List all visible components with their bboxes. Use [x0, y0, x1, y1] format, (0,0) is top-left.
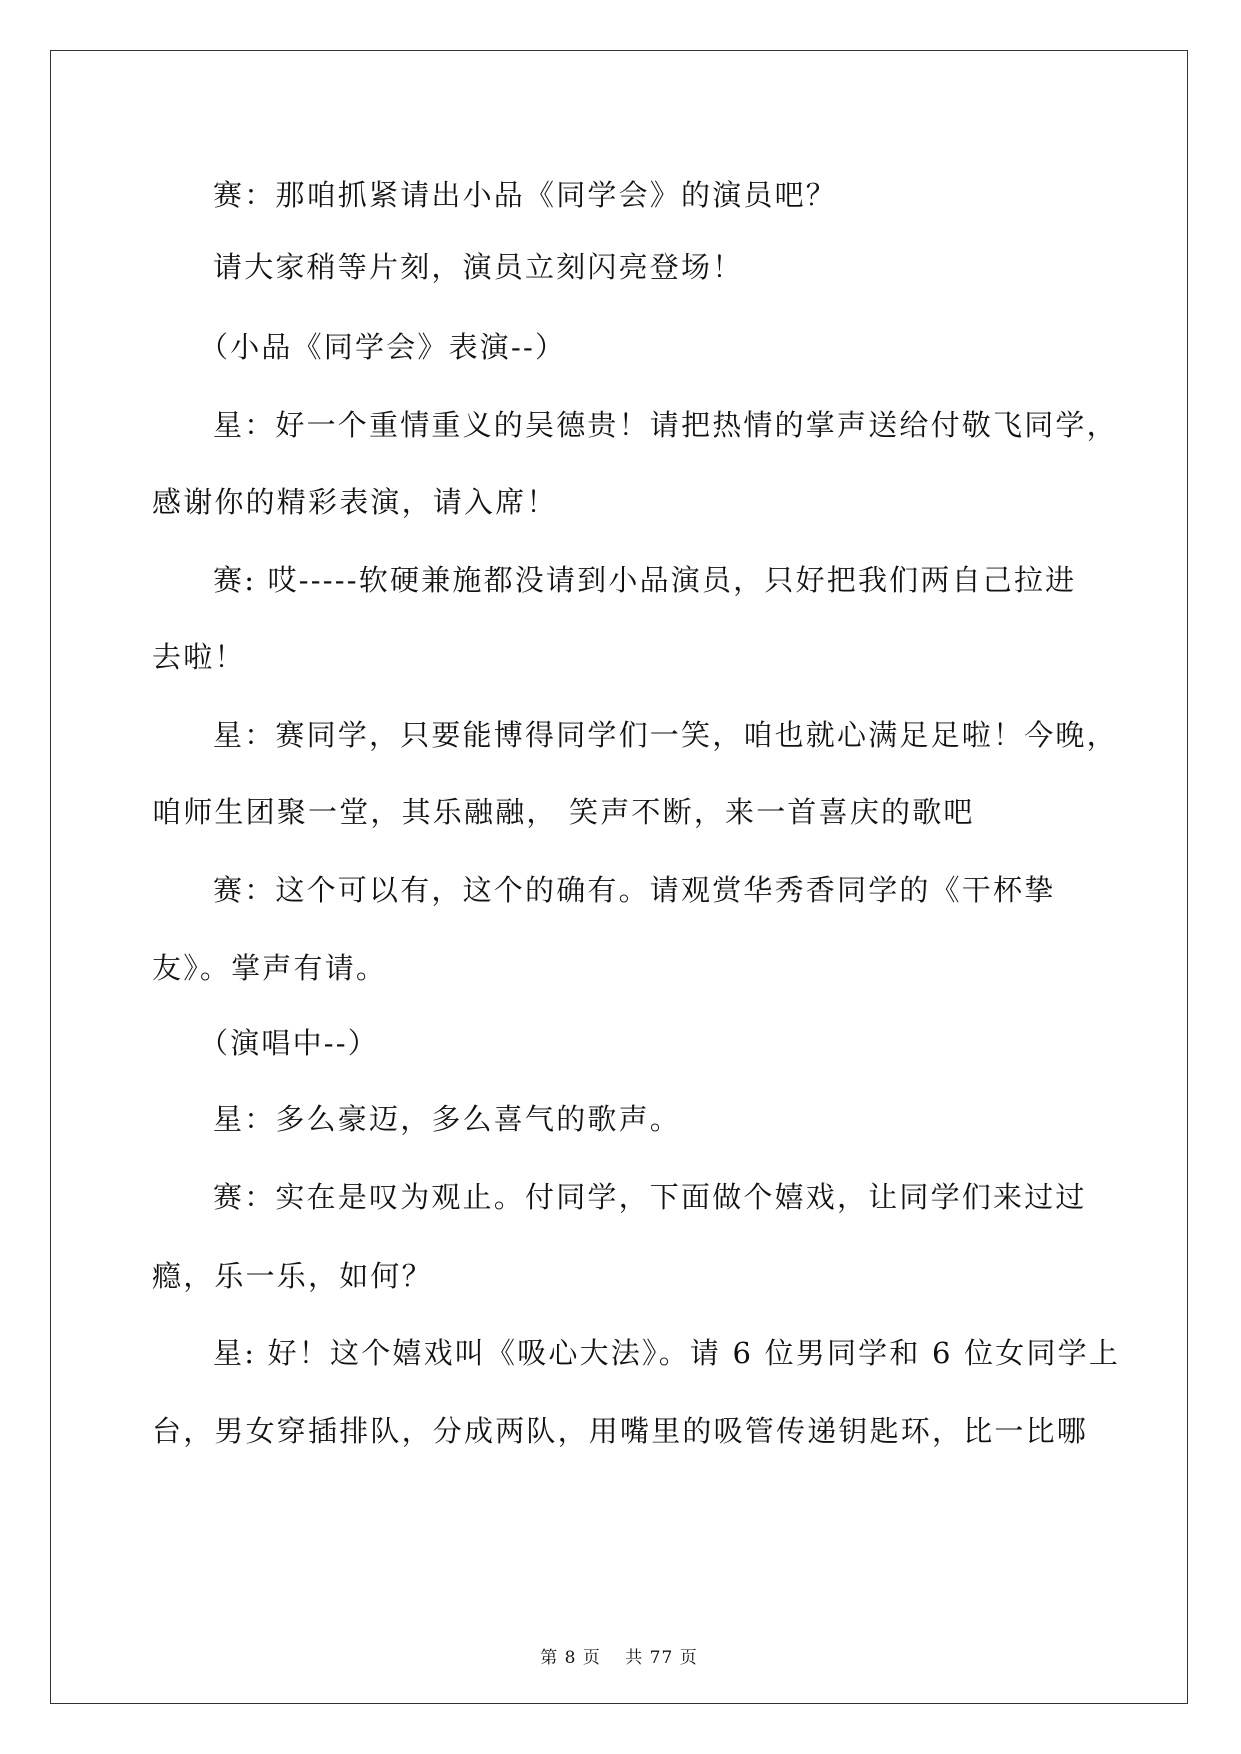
paragraph-line: 台，男女穿插排队，分成两队，用嘴里的吸管传递钥匙环，比一比哪 [152, 1414, 1089, 1448]
page-number: 第 8 页 [540, 1648, 601, 1668]
document-body [51, 51, 1187, 1703]
paragraph-line: 咱师生团聚一堂，其乐融融， 笑声不断，来一首喜庆的歌吧 [152, 795, 975, 829]
paragraph-line: 赛：实在是叹为观止。付同学，下面做个嬉戏，让同学们来过过 [213, 1180, 1087, 1214]
paragraph-line: 赛：那咱抓紧请出小品《同学会》的演员吧？ [213, 178, 838, 212]
paragraph-line: 赛：这个可以有，这个的确有。请观赏华秀香同学的《干杯挚 [213, 873, 1056, 907]
paragraph-line: （小品《同学会》表演--） [199, 330, 567, 364]
page-border [50, 50, 1188, 1704]
paragraph-line: 星：多么豪迈，多么喜气的歌声。 [213, 1102, 682, 1136]
paragraph-line: 瘾，乐一乐，如何？ [152, 1259, 433, 1293]
paragraph-line: 星：好一个重情重义的吴德贵！请把热情的掌声送给付敬飞同学， [213, 408, 1118, 442]
paragraph-line: 星：赛同学，只要能博得同学们一笑，咱也就心满足足啦！今晚， [213, 718, 1118, 752]
paragraph-line: 星: 好！这个嬉戏叫《吸心大法》。请 6 位男同学和 6 位女同学上 [213, 1336, 1121, 1370]
paragraph-line: 赛: 哎-----软硬兼施都没请到小品演员，只好把我们两自己拉进 [213, 563, 1077, 597]
paragraph-line: 请大家稍等片刻，演员立刻闪亮登场！ [213, 250, 744, 284]
paragraph-line: 去啦！ [152, 640, 246, 674]
page-footer [51, 1646, 1187, 1670]
paragraph-line: （演唱中--） [199, 1026, 379, 1060]
paragraph-line: 感谢你的精彩表演，请入席！ [152, 485, 558, 519]
page-total: 共 77 页 [625, 1648, 698, 1668]
paragraph-line: 友》。掌声有请。 [152, 951, 388, 985]
